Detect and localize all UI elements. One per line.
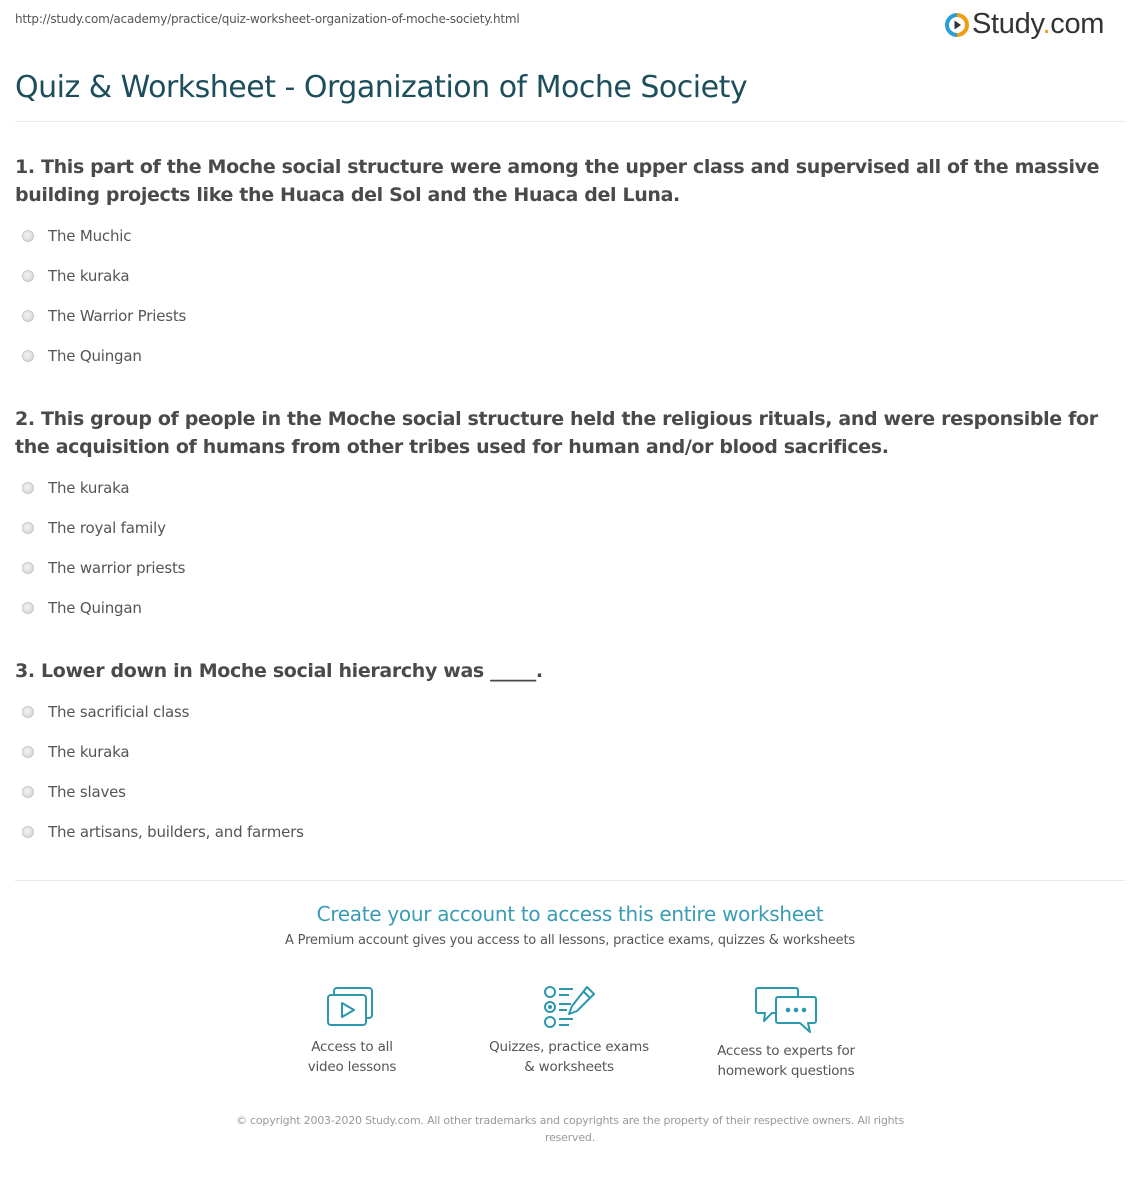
copyright-notice: © copyright 2003-2020 Study.com. All other trademarks and copyrights are the property of their respective owners. All rights reserved. <box>235 1114 905 1144</box>
radio-button[interactable] <box>22 786 34 798</box>
radio-button[interactable] <box>22 826 34 838</box>
option-label: The slaves <box>48 783 126 801</box>
question-2: 2. This group of people in the Moche social structure held the religious rituals, and were responsible for the acquisition of humans from other tribes used for human and/or blood sacrifices. <box>15 408 1098 458</box>
feature-quizzes <box>479 985 659 1077</box>
option-label: The royal family <box>48 519 166 537</box>
option-label: The kuraka <box>48 267 130 285</box>
answer-option[interactable] <box>22 224 131 248</box>
radio-button[interactable] <box>22 706 34 718</box>
quiz-checklist-icon <box>541 985 597 1031</box>
option-label: The Quingan <box>48 347 142 365</box>
answer-option[interactable] <box>22 780 126 804</box>
feature-video-lessons <box>262 985 442 1077</box>
page-title: Quiz & Worksheet - Organization of Moche Society <box>15 70 748 105</box>
radio-button[interactable] <box>22 562 34 574</box>
header-divider <box>15 121 1125 122</box>
radio-button[interactable] <box>22 350 34 362</box>
answer-option[interactable] <box>22 304 186 328</box>
feature-label-line: Access to experts for <box>717 1043 855 1059</box>
video-lessons-icon <box>324 985 380 1031</box>
answer-option[interactable] <box>22 516 166 540</box>
radio-button[interactable] <box>22 602 34 614</box>
option-label: The kuraka <box>48 743 130 761</box>
study-logo[interactable] <box>945 8 1104 41</box>
question-3: 3. Lower down in Moche social hierarchy was _____. <box>15 660 543 682</box>
create-account-link[interactable]: Create your account to access this entire worksheet <box>316 902 824 926</box>
logo-tld: com <box>1050 8 1105 40</box>
feature-label-line: Access to all <box>311 1039 393 1055</box>
chat-bubbles-icon <box>754 985 818 1035</box>
option-label: The kuraka <box>48 479 130 497</box>
option-label: The Quingan <box>48 599 142 617</box>
section-divider <box>15 880 1125 881</box>
feature-label <box>262 1037 442 1077</box>
answer-option[interactable] <box>22 820 304 844</box>
play-logo-icon <box>945 13 969 37</box>
radio-button[interactable] <box>22 230 34 242</box>
answer-option[interactable] <box>22 264 129 288</box>
option-label: The artisans, builders, and farmers <box>48 823 304 841</box>
feature-experts <box>696 985 876 1081</box>
answer-option[interactable] <box>22 556 185 580</box>
feature-label <box>479 1037 659 1077</box>
answer-option[interactable] <box>22 476 129 500</box>
feature-label-line: & worksheets <box>524 1059 614 1075</box>
logo-text <box>972 8 1104 41</box>
answer-option[interactable] <box>22 700 189 724</box>
option-label: The Warrior Priests <box>48 307 187 325</box>
radio-button[interactable] <box>22 746 34 758</box>
premium-description: A Premium account gives you access to all lessons, practice exams, quizzes & worksheets <box>285 933 855 948</box>
feature-label-line: video lessons <box>307 1059 397 1075</box>
page-url: http://study.com/academy/practice/quiz-worksheet-organization-of-moche-society.html <box>15 12 520 26</box>
option-label: The Muchic <box>48 227 132 245</box>
option-label: The warrior priests <box>48 559 186 577</box>
radio-button[interactable] <box>22 522 34 534</box>
logo-text-main: Study <box>972 8 1043 40</box>
question-1: 1. This part of the Moche social structure were among the upper class and supervised all of the massive building projects like the Huaca del Sol and the Huaca del Luna. <box>15 156 1100 206</box>
answer-option[interactable] <box>22 596 142 620</box>
feature-label <box>696 1041 876 1081</box>
radio-button[interactable] <box>22 270 34 282</box>
radio-button[interactable] <box>22 310 34 322</box>
feature-label-line: homework questions <box>717 1063 855 1079</box>
feature-label-line: Quizzes, practice exams <box>489 1039 649 1055</box>
radio-button[interactable] <box>22 482 34 494</box>
logo-dot: . <box>1042 8 1051 40</box>
option-label: The sacrificial class <box>48 703 190 721</box>
answer-option[interactable] <box>22 740 129 764</box>
answer-option[interactable] <box>22 344 142 368</box>
